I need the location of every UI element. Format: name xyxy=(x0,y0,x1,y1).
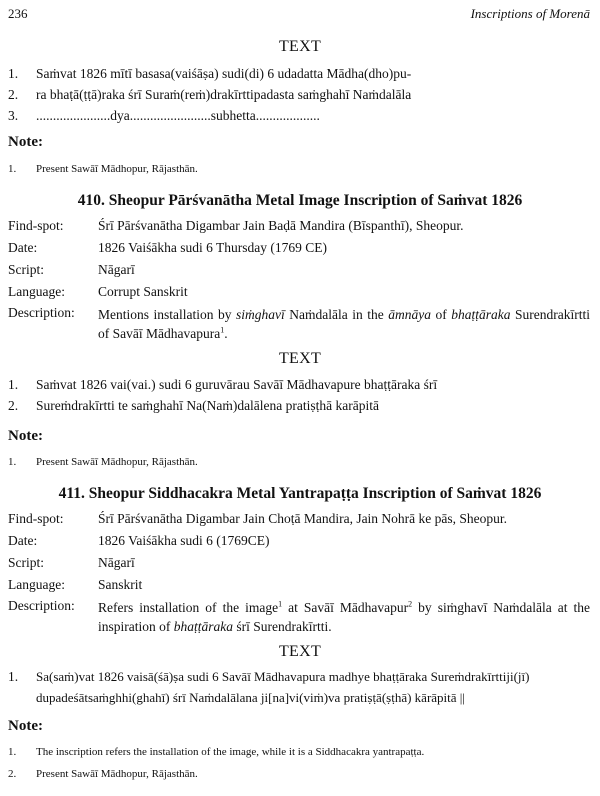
page-number: 236 xyxy=(8,6,28,21)
document-page: 236 Inscriptions of Morenā TEXT 1. Saṁvat 1826 mītī basasa(vaiśāṣa) sudi(di) 6 udadatta Mādha(dho)pu- 2. ra bhaṭā(ṭṭā)raka śrī Suraṁ(reṁ)drakīrttipadasta saṁghahī Naṁdalāla 3. ......................dya........................subhetta................... Note: 1. Present Sawāī Mādhopur, Rājasthān. 410. Sheopur Pārśvanātha Metal Image Inscription of Saṁvat 1826 Find-spot: Śrī Pārśvanātha Digambar Jain Baḍā Mandira (Bīspanthī), Sheopur. Date: 1826 Vaiśākha sudi 6 Thursday (1769 CE) Script: Nāgarī Language: Corrupt Sanskrit Description: Mentions installation by siṁghavī Naṁdalāla in the āmnāya of bhaṭṭāraka Surendrakīrtti of Savāī Mādhavapura$^1$. TEXT 1. Saṁvat 1826 vai(vai.) sudi 6 guruvārau Savāī Mādhavapure bhaṭṭāraka śrī 2. Sureṁdrakīrtti te saṁghahī Na(Naṁ)dalālena pratiṣṭhā karāpitā Note: 1. Present Sawāī Mādhopur, Rājasthān. 411. Sheopur Siddhacakra Metal Yantrapaṭṭa Inscription of Saṁvat 1826 Find-spot: Śrī Pārśvanātha Digambar Jain Choṭā Mandira, Jain Nohrā ke pās, Sheopur. Date: 1826 Vaiśākha sudi 6 (1769CE) Script: Nāgarī Language: Sanskrit Description: Refers installation of the image$^1$ at Savāī Mādhavapur$^2$ by siṁghavī Naṁdalāla at the inspiration of bhaṭṭāraka śrī Surendrakīrtti. TEXT 1. Sa(saṁ)vat 1826 vaisā(śā)ṣa sudi 6 Savāī Mādhavapura madhye bhaṭṭāraka Sureṁdrakīrttiji(jī) dupadeśātsaṁghhi(ghahī) śrī Naṁdalālana ji[na]vi(viṁ)va pratiṣṭā(ṣṭhā) kārāpitā || Note: 1. The inscription refers the installation of the image, while it is a Siddhacakra yantrapaṭṭa. 2. Present Sawāī Mādhopur, Rājasthān. xyxy=(0,0,600,796)
text-heading: TEXT xyxy=(278,350,322,367)
note-title: Note: xyxy=(8,428,43,444)
page-header xyxy=(8,6,590,22)
text-heading: TEXT xyxy=(278,643,322,660)
note-title: Note: xyxy=(8,718,43,734)
text-heading: TEXT xyxy=(278,38,322,55)
note-title: Note: xyxy=(8,134,43,150)
section-title-410: 410. Sheopur Pārśvanātha Metal Image Inscription of Saṁvat 1826 xyxy=(77,192,523,209)
running-title: Inscriptions of Morenā xyxy=(470,6,590,21)
section-title-411: 411. Sheopur Siddhacakra Metal Yantrapaṭṭa Inscription of Saṁvat 1826 xyxy=(58,485,542,502)
